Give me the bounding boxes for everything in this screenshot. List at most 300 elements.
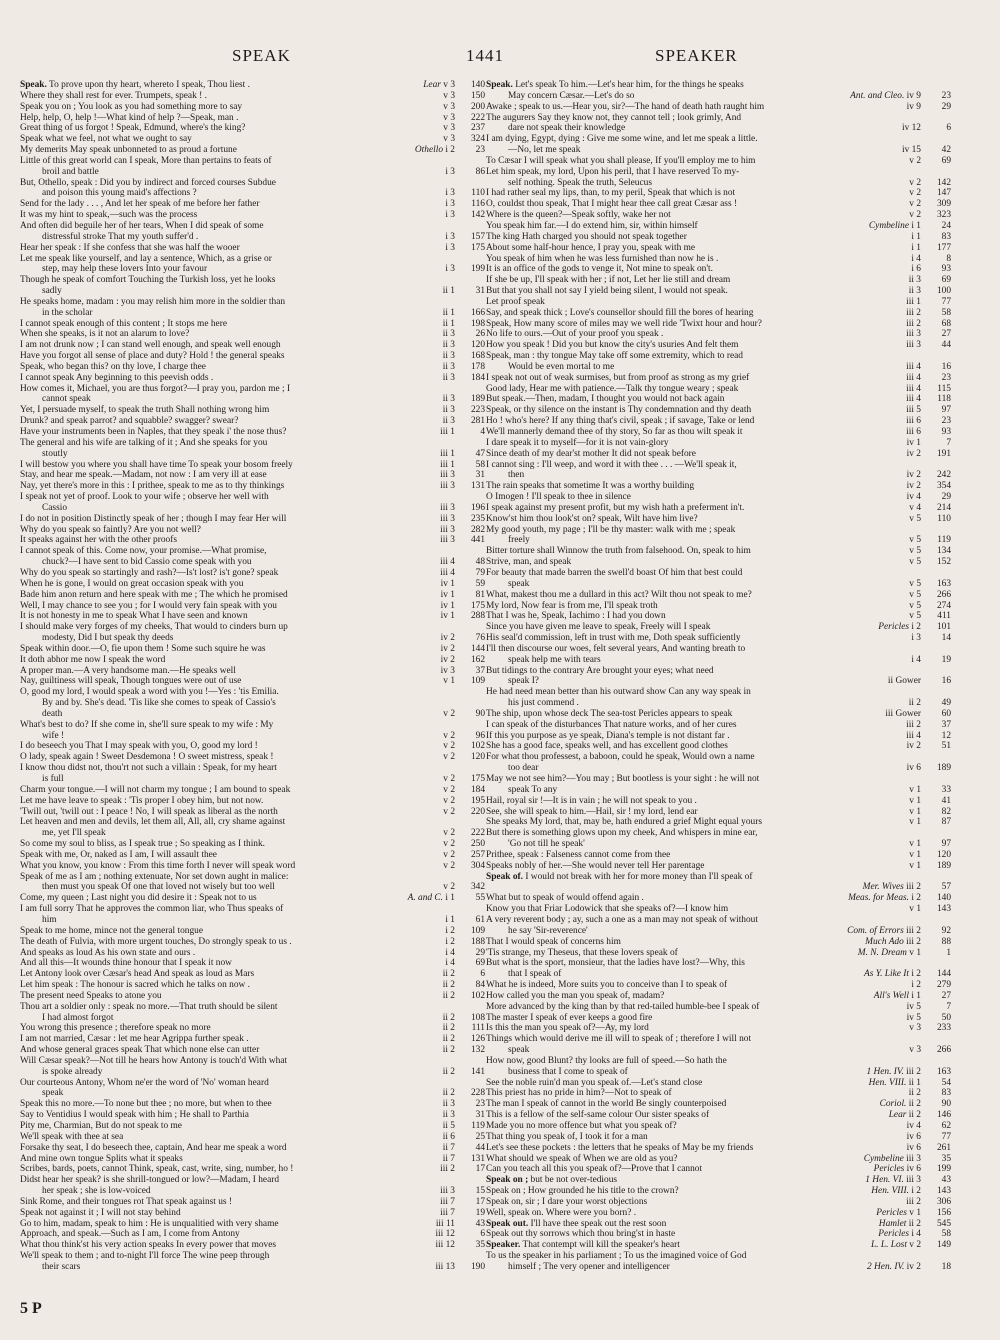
line-number: 142 — [936, 177, 951, 188]
quotation — [20, 156, 271, 167]
reference — [440, 113, 455, 124]
concordance-line — [20, 557, 485, 568]
line-number: 69 — [941, 275, 951, 286]
concordance-line — [486, 167, 951, 178]
reference — [906, 796, 921, 807]
quotation — [486, 969, 561, 980]
reference — [906, 904, 921, 915]
act-scene: i 4 — [445, 958, 455, 969]
concordance-line — [486, 286, 951, 297]
quotation — [486, 373, 749, 384]
act-scene: ii 3 — [442, 394, 455, 405]
reference — [899, 123, 921, 134]
line-number: 62 — [941, 1121, 951, 1131]
act-scene: i 3 — [445, 231, 455, 242]
concordance-line — [20, 926, 485, 937]
line-number: 144 — [936, 969, 951, 980]
concordance-line — [20, 123, 485, 134]
quotation — [486, 351, 743, 362]
reference — [906, 817, 921, 828]
quotation — [20, 1088, 63, 1099]
quotation — [20, 937, 292, 948]
quotation-text: This priest has no pride in him?—Not to speak of — [486, 1088, 672, 1099]
line-number: 23 — [941, 372, 951, 383]
reference — [862, 937, 921, 948]
line-number: 27 — [941, 329, 951, 340]
line-number: 93 — [941, 264, 951, 275]
act-scene: iv 1 — [440, 589, 455, 600]
reference — [908, 243, 921, 254]
reference — [908, 254, 921, 265]
concordance-line — [486, 850, 951, 861]
concordance-line — [20, 1154, 485, 1165]
line-number: 178 — [470, 361, 485, 372]
line-number: 57 — [941, 882, 951, 893]
quotation — [486, 1013, 652, 1024]
concordance-line — [486, 221, 951, 232]
reference — [904, 1132, 921, 1143]
concordance-line — [486, 687, 951, 698]
quotation-text: I speak not out of weak surmises, but from proof as strong as my grief — [486, 372, 750, 383]
act-scene: v 4 — [909, 502, 921, 513]
reference — [437, 535, 455, 546]
line-number: 118 — [937, 394, 951, 405]
play-title: Pericles — [878, 622, 910, 633]
concordance-line — [486, 828, 951, 839]
quotation-text: I speak against my present profit, but my wish hath a preferment in't. — [486, 502, 745, 513]
concordance-line — [20, 1175, 485, 1186]
quotation — [20, 113, 238, 124]
reference — [442, 188, 455, 199]
concordance-line — [486, 362, 951, 373]
concordance-line — [486, 329, 951, 340]
reference — [906, 839, 921, 850]
quotation — [486, 904, 728, 915]
reference — [412, 145, 455, 156]
quotation-text: I'll have thee speak out the rest soon — [530, 1218, 667, 1229]
quotation-text: No life to ours.—Out of your proof you speak . — [486, 329, 664, 340]
concordance-line — [486, 741, 951, 752]
act-scene: v 2 — [443, 784, 455, 795]
reference — [440, 286, 455, 297]
concordance-line — [20, 861, 485, 872]
act-scene: v 1 — [909, 849, 921, 860]
concordance-line — [20, 601, 485, 612]
quotation-text: But that you shall not say I yield being silent, I would not speak. — [486, 286, 728, 297]
act-scene: ii 3 — [442, 340, 455, 351]
concordance-line — [486, 861, 951, 872]
concordance-line — [486, 644, 951, 655]
line-number: 143 — [936, 904, 951, 915]
reference — [442, 926, 455, 937]
line-number: 126 — [470, 1034, 485, 1045]
line-number: 342 — [470, 882, 485, 893]
concordance-line — [486, 893, 951, 904]
quotation — [20, 1143, 287, 1154]
quotation-text: speak — [42, 1088, 64, 1099]
line-number: 77 — [941, 296, 951, 307]
line-number: 441 — [470, 535, 485, 546]
line-number: 27 — [941, 990, 951, 1001]
reference — [440, 752, 455, 763]
act-scene: v 2 — [443, 806, 455, 817]
line-number: 102 — [470, 990, 485, 1001]
quotation — [486, 221, 698, 232]
signature-mark: 5 P — [20, 1300, 42, 1317]
act-scene: ii 3 — [442, 329, 455, 340]
quotation — [20, 221, 264, 232]
reference — [906, 535, 921, 546]
act-scene: iii 4 — [906, 394, 921, 405]
act-scene: iv 9 — [906, 101, 921, 112]
quotation — [486, 763, 538, 774]
quotation — [20, 514, 286, 525]
concordance-line — [20, 882, 485, 893]
concordance-line — [20, 145, 485, 156]
quotation-text: But speak.—Then, madam, I thought you would not back again — [486, 394, 725, 405]
concordance-line — [20, 807, 485, 818]
quotation-text: Have your instruments been in Naples, that they speak i' the nose thus? — [20, 427, 287, 437]
concordance-line — [20, 503, 485, 514]
quotation-text: The general and his wife are talking of it ; And she speaks for you — [20, 437, 268, 448]
quotation-text: More advanced by the king than by that red-tailed humble-bee I speak of — [486, 1001, 760, 1012]
reference — [845, 893, 921, 904]
reference — [904, 1143, 921, 1154]
quotation-text: I cannot sing : I'll weep, and word it with thee . . . —We'll speak it, — [486, 459, 737, 470]
reference — [906, 557, 921, 568]
quotation-text: in the scholar — [42, 307, 93, 318]
concordance-line — [20, 188, 485, 199]
act-scene: i 2 — [911, 1186, 921, 1197]
quotation-text: What, makest thou me a dullard in this act? Wilt thou not speak to me? — [486, 589, 752, 600]
concordance-line — [486, 394, 951, 405]
line-number: 168 — [470, 351, 485, 362]
quotation — [486, 232, 687, 243]
quotation-text: 'Twill out, 'twill out : I peace ! No, I will speak as liberal as the north — [20, 806, 278, 817]
line-number: 14 — [941, 633, 951, 644]
play-title: Pericles — [876, 1207, 907, 1218]
quotation — [20, 882, 275, 893]
act-scene: i 3 — [911, 633, 921, 644]
act-scene: iv 12 — [901, 123, 921, 134]
concordance-line — [20, 1164, 485, 1175]
quotation-text: Say to Ventidius I would speak with him ; He shall to Parthia — [20, 1110, 249, 1121]
quotation-text: I am full sorry That he approves the common liar, who Thus speaks of — [20, 904, 284, 915]
concordance-line — [486, 481, 951, 492]
quotation — [20, 948, 195, 959]
concordance-line — [20, 394, 485, 405]
play-title: A. and C. — [407, 893, 444, 904]
reference — [904, 492, 921, 503]
reference — [868, 1186, 921, 1197]
quotation — [20, 438, 267, 449]
quotation — [486, 633, 741, 644]
act-scene: i 1 — [911, 231, 921, 242]
quotation-text: The ship, upon whose deck The sea-tost Pericles appears to speak — [486, 708, 733, 719]
act-scene: iv 6 — [906, 1142, 921, 1153]
quotation — [486, 254, 718, 265]
reference — [906, 1088, 921, 1099]
quotation-text: It is not honesty in me to speak What I have seen and known — [20, 611, 248, 622]
concordance-line — [486, 1251, 951, 1262]
reference — [906, 785, 921, 796]
quotation — [20, 590, 288, 601]
concordance-line — [486, 405, 951, 416]
line-number: 545 — [936, 1218, 951, 1229]
quotation-text: 'Tis strange, my Theseus, that these lovers speak of — [486, 947, 678, 958]
reference — [438, 590, 455, 601]
line-number: 43 — [475, 1218, 485, 1229]
quotation — [486, 1219, 666, 1230]
concordance-line — [486, 904, 951, 915]
line-number: 175 — [470, 774, 485, 784]
quotation — [20, 579, 243, 590]
concordance-line — [20, 590, 485, 601]
act-scene: iii 2 — [906, 882, 921, 893]
line-number: 81 — [475, 589, 485, 600]
quotation-text: I should make very forges of my cheeks, That would to cinders burn up — [20, 622, 288, 633]
quotation — [20, 1197, 232, 1208]
concordance-line — [20, 948, 485, 959]
act-scene: ii 2 — [442, 1088, 455, 1099]
quotation — [20, 1240, 276, 1251]
concordance-line — [486, 503, 951, 514]
quotation — [486, 948, 678, 959]
line-number: 69 — [941, 155, 951, 166]
quotation-text: It was my hint to speak,—such was the process — [20, 210, 198, 221]
quotation-text: How comes it, Michael, you are thus forgot?—I pray you, pardon me ; I — [20, 383, 291, 394]
quotation — [20, 568, 278, 579]
quotation-text: Forsake thy seat, I do beseech thee, captain, And hear me speak a word — [20, 1142, 287, 1153]
reference — [440, 861, 455, 872]
concordance-line — [20, 1197, 485, 1208]
quotation — [20, 167, 99, 178]
concordance-line — [486, 568, 951, 579]
quotation — [486, 449, 696, 460]
quotation — [20, 666, 236, 677]
line-number: 37 — [475, 665, 485, 676]
quotation-text: I would not break with her for more money than I'll speak of — [525, 871, 753, 882]
headword: Speak. — [20, 80, 47, 90]
quotation-text: Pity me, Charmian, But do not speak to me — [20, 1121, 182, 1131]
quotation-text: About some half-hour hence, I pray you, speak with me — [486, 242, 696, 253]
quotation-text: I cannot speak Any beginning to this peevish odds . — [20, 372, 214, 383]
quotation — [20, 611, 248, 622]
quotation — [20, 123, 245, 134]
quotation — [20, 319, 227, 330]
quotation — [20, 850, 217, 861]
concordance-line — [486, 1013, 951, 1024]
quotation — [486, 1088, 672, 1099]
line-number: 120 — [470, 340, 485, 351]
quotation — [486, 937, 621, 948]
quotation-text: Yet, I persuade myself, to speak the truth Shall nothing wrong him — [20, 405, 270, 416]
concordance-line — [20, 199, 485, 210]
reference — [440, 102, 455, 113]
quotation — [486, 199, 737, 210]
line-number: 190 — [470, 1261, 485, 1272]
quotation — [486, 308, 753, 319]
act-scene: iii 4 — [906, 383, 921, 394]
quotation-text: I cannot speak enough of this content ; It stops me here — [20, 318, 227, 329]
quotation-text: Speak you on ; You look as you had something more to say — [20, 101, 243, 112]
reference — [440, 969, 455, 980]
quotation — [20, 481, 284, 492]
line-number: 35 — [941, 1153, 951, 1164]
concordance-line — [486, 438, 951, 449]
act-scene: iii 3 — [440, 502, 455, 513]
act-scene: v 1 — [909, 784, 921, 795]
quotation-text: His seal'd commission, left in trust with me, Doth speak sufficiently — [486, 633, 741, 644]
concordance-line — [20, 817, 485, 828]
quotation-text: See, she will speak to him.—Hail, sir ! my lord, lend ear — [486, 806, 698, 817]
quotation-text: But there is something glows upon my cheek, And whispers in mine ear, — [486, 828, 758, 839]
quotation-text: I cannot speak of this. Come now, your promise.—What promise, — [20, 546, 267, 557]
reference — [432, 1229, 455, 1240]
quotation-text: That I was he, Speak, Iachimo : I had you down — [486, 611, 666, 622]
concordance-line — [486, 774, 951, 785]
quotation-text: We'll speak with thee at sea — [20, 1131, 124, 1142]
concordance-line — [20, 969, 485, 980]
line-number: 189 — [936, 763, 951, 774]
concordance-line — [20, 1132, 485, 1143]
quotation — [486, 362, 614, 373]
line-number: 274 — [936, 600, 951, 611]
line-number: 150 — [470, 90, 485, 101]
quotation-text: To prove upon thy heart, whereto I speak, Thou liest . — [49, 80, 250, 90]
quotation-text: My demerits May speak unbonneted to as proud a fortune — [20, 145, 237, 156]
quotation — [20, 655, 165, 666]
quotation — [486, 156, 755, 167]
reference — [904, 1002, 921, 1013]
act-scene: iii 3 — [440, 470, 455, 481]
act-scene: i 3 — [445, 188, 455, 199]
reference — [906, 601, 921, 612]
reference — [442, 210, 455, 221]
act-scene: ii 1 — [442, 286, 455, 297]
line-number: 141 — [470, 1066, 485, 1077]
concordance-line — [486, 308, 951, 319]
quotation — [20, 416, 238, 427]
act-scene: iii Gower — [885, 708, 921, 719]
concordance-line — [20, 1078, 485, 1089]
line-number: 51 — [941, 741, 951, 752]
act-scene: ii 2 — [442, 1034, 455, 1045]
reference — [440, 1121, 455, 1132]
line-number: 18 — [941, 1261, 951, 1272]
line-number: 177 — [936, 242, 951, 253]
quotation — [486, 926, 588, 937]
act-scene: iv 2 — [906, 1261, 921, 1272]
quotation — [20, 199, 260, 210]
act-scene: ii 3 — [442, 1099, 455, 1110]
quotation — [486, 80, 744, 91]
quotation-text: Bade him anon return and here speak with me ; The which he promised — [20, 589, 288, 600]
line-number: 6 — [946, 123, 951, 134]
line-number: 266 — [936, 1045, 951, 1056]
quotation-text: Though he speak of comfort Touching the Turkish loss, yet he looks — [20, 275, 276, 286]
quotation-text: Speak, who began this? on thy love, I charge thee — [20, 361, 206, 372]
act-scene: i 2 — [445, 145, 455, 156]
concordance-line — [486, 1099, 951, 1110]
act-scene: i 2 — [445, 925, 455, 936]
quotation — [20, 958, 232, 969]
act-scene: ii 2 — [908, 1218, 921, 1229]
quotation-text: My good youth, my page ; I'll be thy master: walk with me ; speak — [486, 524, 736, 535]
concordance-line — [20, 113, 485, 124]
act-scene: ii 2 — [442, 1012, 455, 1023]
act-scene: v 1 — [443, 676, 455, 687]
reference — [904, 449, 921, 460]
line-number: 324 — [470, 134, 485, 145]
reference — [442, 167, 455, 178]
reference — [873, 1208, 921, 1219]
reference — [903, 319, 921, 330]
quotation-text: Speak with me, Or, naked as I am, I will assault thee — [20, 849, 217, 860]
quotation — [486, 1078, 702, 1089]
concordance-line — [486, 676, 951, 687]
act-scene: ii 2 — [442, 1023, 455, 1034]
headword: Speak. — [486, 80, 513, 90]
quotation-text: Speak what we feel, not what we ought to say — [20, 134, 192, 145]
quotation-text: Speak, How many score of miles may we well ride 'Twixt hour and hour? — [486, 318, 762, 329]
concordance-line — [486, 546, 951, 557]
play-title: 2 Hen. IV. — [867, 1261, 905, 1272]
quotation — [486, 1208, 636, 1219]
quotation-text: Stay, and hear me speak.—Madam, not now : I am very ill at ease — [20, 470, 267, 481]
quotation-text: Speak within door.—O, fie upon them ! Some such squire he was — [20, 643, 266, 654]
quotation — [20, 785, 290, 796]
act-scene: iv 1 — [440, 578, 455, 589]
line-number: 200 — [470, 101, 485, 112]
act-scene: ii 1 — [908, 1077, 921, 1088]
quotation-text: Great thing of us forgot ! Speak, Edmund, where's the king? — [20, 123, 246, 134]
line-number: 134 — [936, 546, 951, 557]
line-number: 222 — [470, 112, 485, 123]
quotation — [486, 178, 652, 189]
concordance-line — [486, 1197, 951, 1208]
reference — [861, 969, 921, 980]
quotation — [20, 427, 286, 438]
line-number: 223 — [470, 405, 485, 416]
quotation-text: Bitter torture shall Winnow the truth from falsehood. On, speak to him — [486, 546, 751, 557]
concordance-line — [20, 1099, 485, 1110]
line-number: 195 — [470, 795, 485, 806]
quotation — [20, 1056, 287, 1067]
reference — [906, 590, 921, 601]
act-scene: iv 6 — [906, 1131, 921, 1142]
quotation — [486, 1143, 753, 1154]
act-scene: ii 2 — [908, 1110, 921, 1121]
quotation — [20, 1208, 181, 1219]
quotation — [486, 405, 751, 416]
concordance-line — [486, 991, 951, 1002]
concordance-line — [20, 438, 485, 449]
quotation-text: Say, and speak thick ; Love's counsellor should fill the bores of hearing — [486, 307, 754, 318]
quotation — [486, 579, 529, 590]
quotation — [20, 741, 258, 752]
concordance-line — [20, 254, 485, 265]
concordance-line — [486, 427, 951, 438]
quotation — [486, 1034, 751, 1045]
reference — [903, 720, 921, 731]
quotation — [486, 698, 579, 709]
act-scene: v 5 — [909, 611, 921, 622]
concordance-line — [486, 373, 951, 384]
reference — [903, 362, 921, 373]
concordance-line — [486, 1262, 951, 1273]
quotation — [486, 1262, 670, 1273]
